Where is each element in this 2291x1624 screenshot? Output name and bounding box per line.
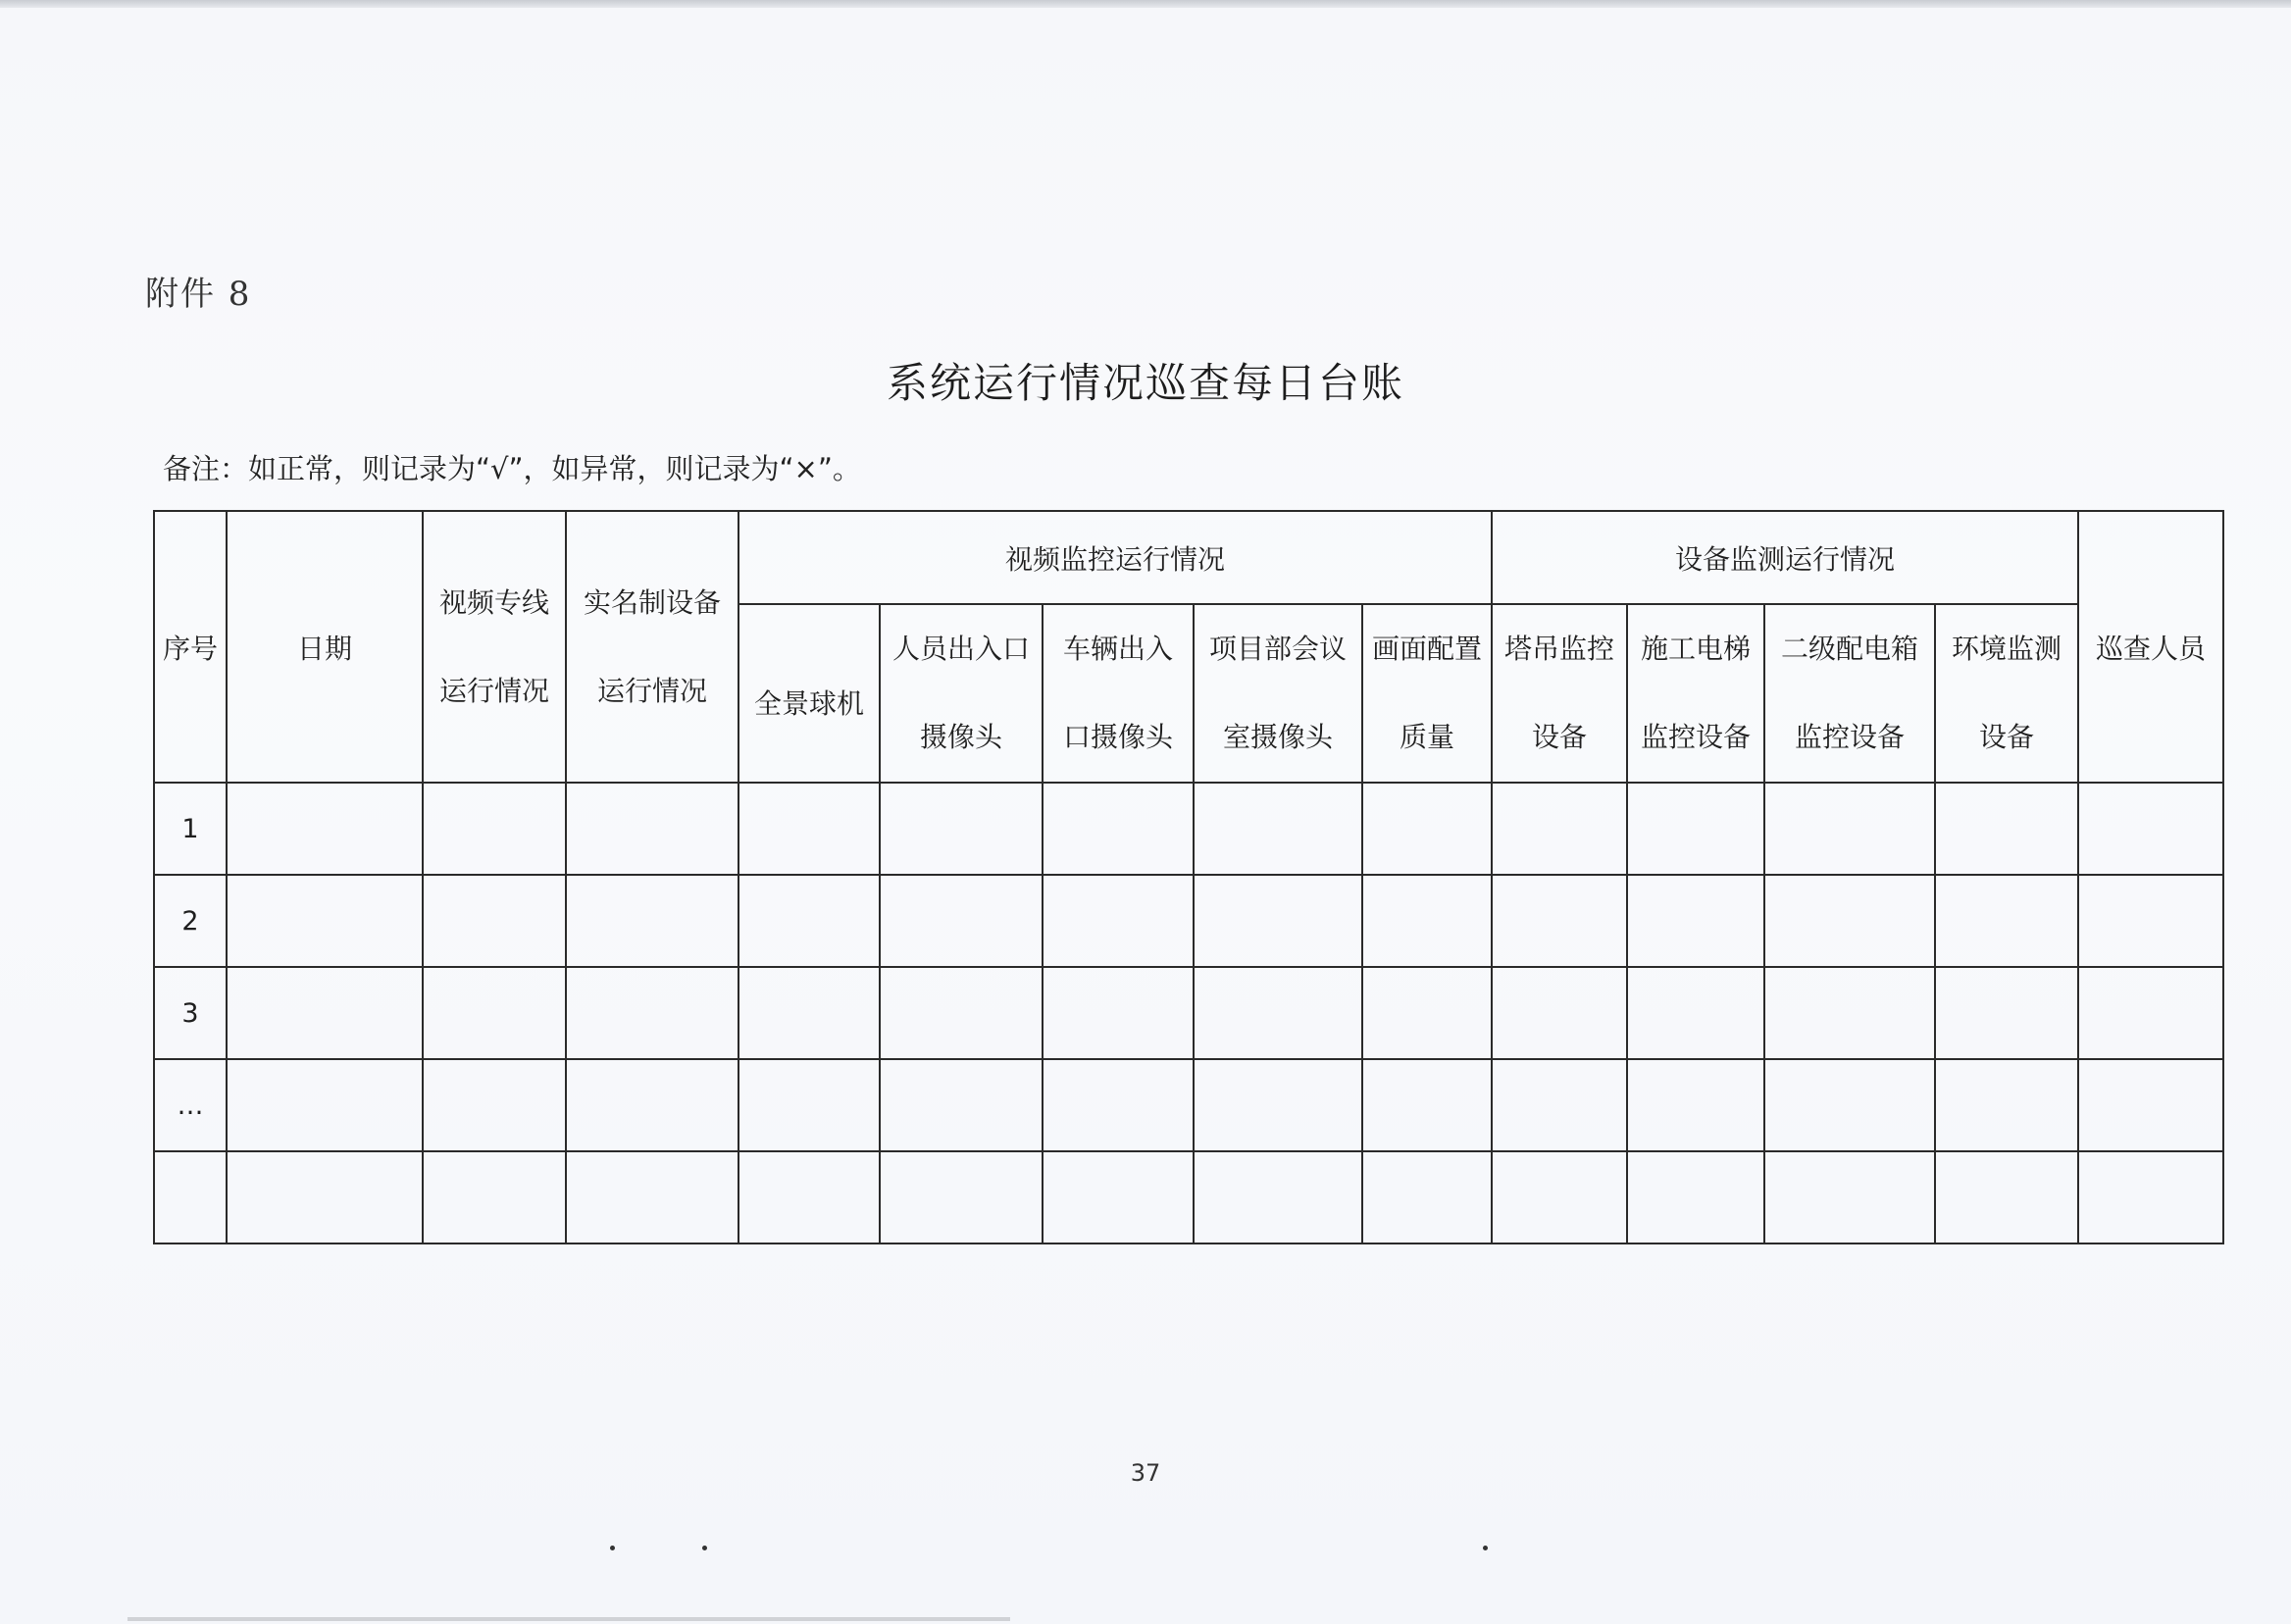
cell xyxy=(1043,967,1194,1059)
cell xyxy=(1764,875,1935,967)
header-seq: 序号 xyxy=(154,511,227,783)
cell xyxy=(1194,783,1362,875)
cell xyxy=(1627,967,1764,1059)
cell xyxy=(423,1059,566,1151)
cell xyxy=(1194,967,1362,1059)
cell xyxy=(880,967,1043,1059)
cell xyxy=(1362,875,1492,967)
table-row xyxy=(154,1151,2223,1243)
table-row xyxy=(154,967,2223,1059)
cell xyxy=(1935,1151,2078,1243)
cell xyxy=(227,1151,423,1243)
scan-speck xyxy=(702,1546,707,1550)
cell xyxy=(423,1151,566,1243)
cell xyxy=(738,1059,880,1151)
header-meeting-2: 室摄像头 xyxy=(1222,721,1333,753)
header-crane-1: 塔吊监控 xyxy=(1503,633,1614,665)
cell xyxy=(1194,875,1362,967)
row-seq xyxy=(154,1151,227,1243)
header-distribution-1: 二级配电箱 xyxy=(1780,633,1918,665)
cell xyxy=(1362,1059,1492,1151)
cell xyxy=(566,1059,738,1151)
cell xyxy=(227,783,423,875)
header-image-quality xyxy=(1362,604,1492,783)
header-realname-1: 实名制设备 xyxy=(583,585,721,619)
row-seq: … xyxy=(154,1059,227,1151)
header-elevator-monitor xyxy=(1627,604,1764,783)
cell xyxy=(1492,967,1627,1059)
cell xyxy=(1043,875,1194,967)
cell xyxy=(2078,967,2223,1059)
cell xyxy=(880,1151,1043,1243)
cell xyxy=(880,783,1043,875)
cell xyxy=(1764,783,1935,875)
header-vehicle-1: 车辆出入 xyxy=(1062,633,1173,665)
cell xyxy=(880,1059,1043,1151)
row-seq: 2 xyxy=(154,875,227,967)
cell xyxy=(1043,1059,1194,1151)
cell xyxy=(1362,1151,1492,1243)
header-elevator-1: 施工电梯 xyxy=(1640,633,1751,665)
cell xyxy=(423,967,566,1059)
remark-note: 备注：如正常，则记录为“√”，如异常，则记录为“×”。 xyxy=(163,452,861,485)
header-quality-1: 画面配置 xyxy=(1371,633,1482,665)
cell xyxy=(1627,783,1764,875)
scan-edge xyxy=(127,1617,1010,1621)
cell xyxy=(2078,1151,2223,1243)
cell xyxy=(423,875,566,967)
cell xyxy=(1043,1151,1194,1243)
page-title: 系统运行情况巡查每日台账 xyxy=(886,359,1404,407)
cell xyxy=(1194,1059,1362,1151)
table-row xyxy=(154,1059,2223,1151)
cell xyxy=(566,967,738,1059)
header-video-line-2: 运行情况 xyxy=(438,674,549,707)
cell xyxy=(738,783,880,875)
header-environment-1: 环境监测 xyxy=(1952,633,2062,665)
cell xyxy=(2078,783,2223,875)
header-personnel-2: 摄像头 xyxy=(919,721,1002,753)
cell xyxy=(1492,875,1627,967)
header-panorama-camera: 全景球机 xyxy=(738,604,880,783)
cell xyxy=(566,1151,738,1243)
cell xyxy=(1194,1151,1362,1243)
header-crane-monitor xyxy=(1492,604,1627,783)
header-environment-2: 设备 xyxy=(1979,721,2035,753)
cell xyxy=(738,967,880,1059)
cell xyxy=(1492,1059,1627,1151)
cell xyxy=(227,1059,423,1151)
header-elevator-2: 监控设备 xyxy=(1640,721,1751,753)
header-vehicle-camera xyxy=(1043,604,1194,783)
header-meeting-1: 项目部会议 xyxy=(1208,633,1347,665)
header-distribution-box-monitor xyxy=(1764,604,1935,783)
cell xyxy=(227,875,423,967)
header-crane-2: 设备 xyxy=(1531,721,1587,753)
cell xyxy=(1935,783,2078,875)
cell xyxy=(2078,1059,2223,1151)
cell xyxy=(423,783,566,875)
cell xyxy=(1492,1151,1627,1243)
cell xyxy=(2078,875,2223,967)
row-seq: 3 xyxy=(154,967,227,1059)
cell xyxy=(738,875,880,967)
scan-speck xyxy=(1483,1546,1488,1550)
header-personnel-1: 人员出入口 xyxy=(891,633,1030,665)
cell xyxy=(1362,783,1492,875)
header-environment-monitor xyxy=(1935,604,2078,783)
header-meeting-camera xyxy=(1194,604,1362,783)
scan-edge xyxy=(0,0,2291,8)
header-personnel-camera xyxy=(880,604,1043,783)
attachment-label: 附件 8 xyxy=(145,275,252,314)
group-device-monitoring: 设备监测运行情况 xyxy=(1492,511,2078,604)
cell xyxy=(738,1151,880,1243)
header-inspector: 巡查人员 xyxy=(2078,511,2223,783)
table-row xyxy=(154,875,2223,967)
cell xyxy=(566,783,738,875)
cell xyxy=(1627,1151,1764,1243)
header-realname-2: 运行情况 xyxy=(596,674,707,707)
cell xyxy=(1764,1059,1935,1151)
cell xyxy=(1935,875,2078,967)
header-distribution-2: 监控设备 xyxy=(1794,721,1905,753)
cell xyxy=(1935,1059,2078,1151)
group-video-monitoring: 视频监控运行情况 xyxy=(738,511,1492,604)
cell xyxy=(1935,967,2078,1059)
cell xyxy=(1764,967,1935,1059)
header-row-1 xyxy=(154,511,2223,604)
inspection-ledger-table xyxy=(153,510,2224,1244)
header-realname-device xyxy=(566,511,738,783)
scan-speck xyxy=(610,1546,615,1550)
page-number: 37 xyxy=(1130,1459,1161,1487)
cell xyxy=(227,967,423,1059)
cell xyxy=(1492,783,1627,875)
cell xyxy=(1627,1059,1764,1151)
table-row xyxy=(154,783,2223,875)
header-vehicle-2: 口摄像头 xyxy=(1062,721,1173,753)
cell xyxy=(880,875,1043,967)
header-date: 日期 xyxy=(227,511,423,783)
header-video-line-1: 视频专线 xyxy=(438,585,549,619)
cell xyxy=(1362,967,1492,1059)
header-video-line xyxy=(423,511,566,783)
cell xyxy=(1764,1151,1935,1243)
cell xyxy=(1043,783,1194,875)
cell xyxy=(566,875,738,967)
cell xyxy=(1627,875,1764,967)
header-quality-2: 质量 xyxy=(1399,721,1454,753)
row-seq: 1 xyxy=(154,783,227,875)
